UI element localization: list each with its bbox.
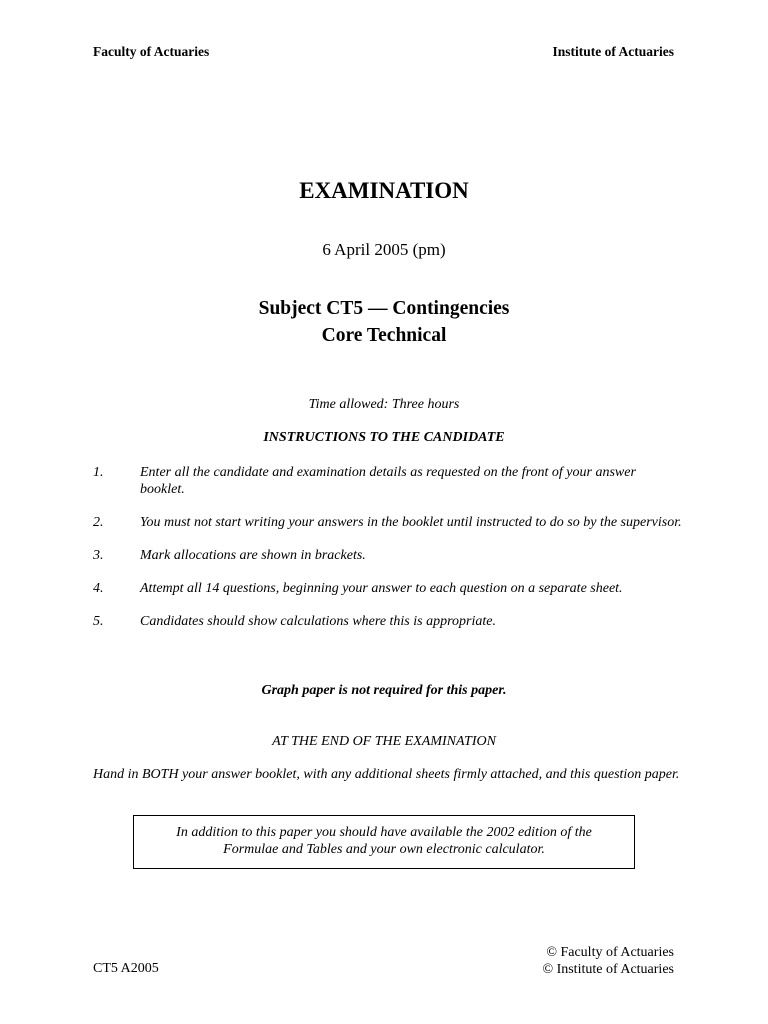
copyright-institute: © Institute of Actuaries: [542, 962, 674, 977]
item-text: You must not start writing your answers in the booklet until instructed to do so by the supervisor.: [140, 515, 682, 530]
time-allowed: Time allowed: Three hours: [308, 397, 460, 412]
materials-note-box: [133, 815, 635, 869]
instructions-heading: INSTRUCTIONS TO THE CANDIDATE: [263, 430, 505, 445]
paper-code: CT5 A2005: [93, 961, 159, 976]
graph-paper-note: Graph paper is not required for this paper.: [261, 683, 507, 698]
item-number: 4.: [93, 581, 104, 596]
list-item: [93, 464, 683, 498]
subject-block: [0, 295, 768, 349]
exam-date: 6 April 2005 (pm): [322, 240, 446, 259]
copyright-faculty: © Faculty of Actuaries: [546, 945, 674, 960]
header-institute: Institute of Actuaries: [552, 44, 674, 59]
hand-in-instructions: Hand in BOTH your answer booklet, with any additional sheets firmly attached, and this question paper.: [93, 767, 680, 782]
item-text: Attempt all 14 questions, beginning your answer to each question on a separate sheet.: [140, 581, 623, 596]
item-number: 3.: [93, 548, 104, 563]
header-faculty: Faculty of Actuaries: [93, 44, 210, 59]
page-title: EXAMINATION: [299, 178, 469, 203]
list-item: [93, 580, 683, 597]
materials-note-line-1: In addition to this paper you should have available the 2002 edition of the: [176, 825, 592, 840]
item-number: 5.: [93, 614, 104, 629]
item-text: Candidates should show calculations where this is appropriate.: [140, 614, 496, 629]
subject-line-2: Core Technical: [321, 325, 447, 346]
copyright-block: [542, 944, 674, 978]
list-item: [93, 547, 683, 564]
materials-note-line-2: Formulae and Tables and your own electronic calculator.: [223, 842, 545, 857]
item-number: 2.: [93, 515, 104, 530]
item-text: Mark allocations are shown in brackets.: [140, 548, 366, 563]
list-item: [93, 613, 683, 630]
end-of-exam-heading: AT THE END OF THE EXAMINATION: [272, 734, 496, 749]
item-number: 1.: [93, 465, 104, 480]
item-text: Enter all the candidate and examination details as requested on the front of your answer booklet.: [140, 465, 636, 497]
instructions-list: [93, 464, 683, 646]
subject-line-1: Subject CT5 — Contingencies: [258, 298, 510, 319]
list-item: [93, 514, 683, 531]
